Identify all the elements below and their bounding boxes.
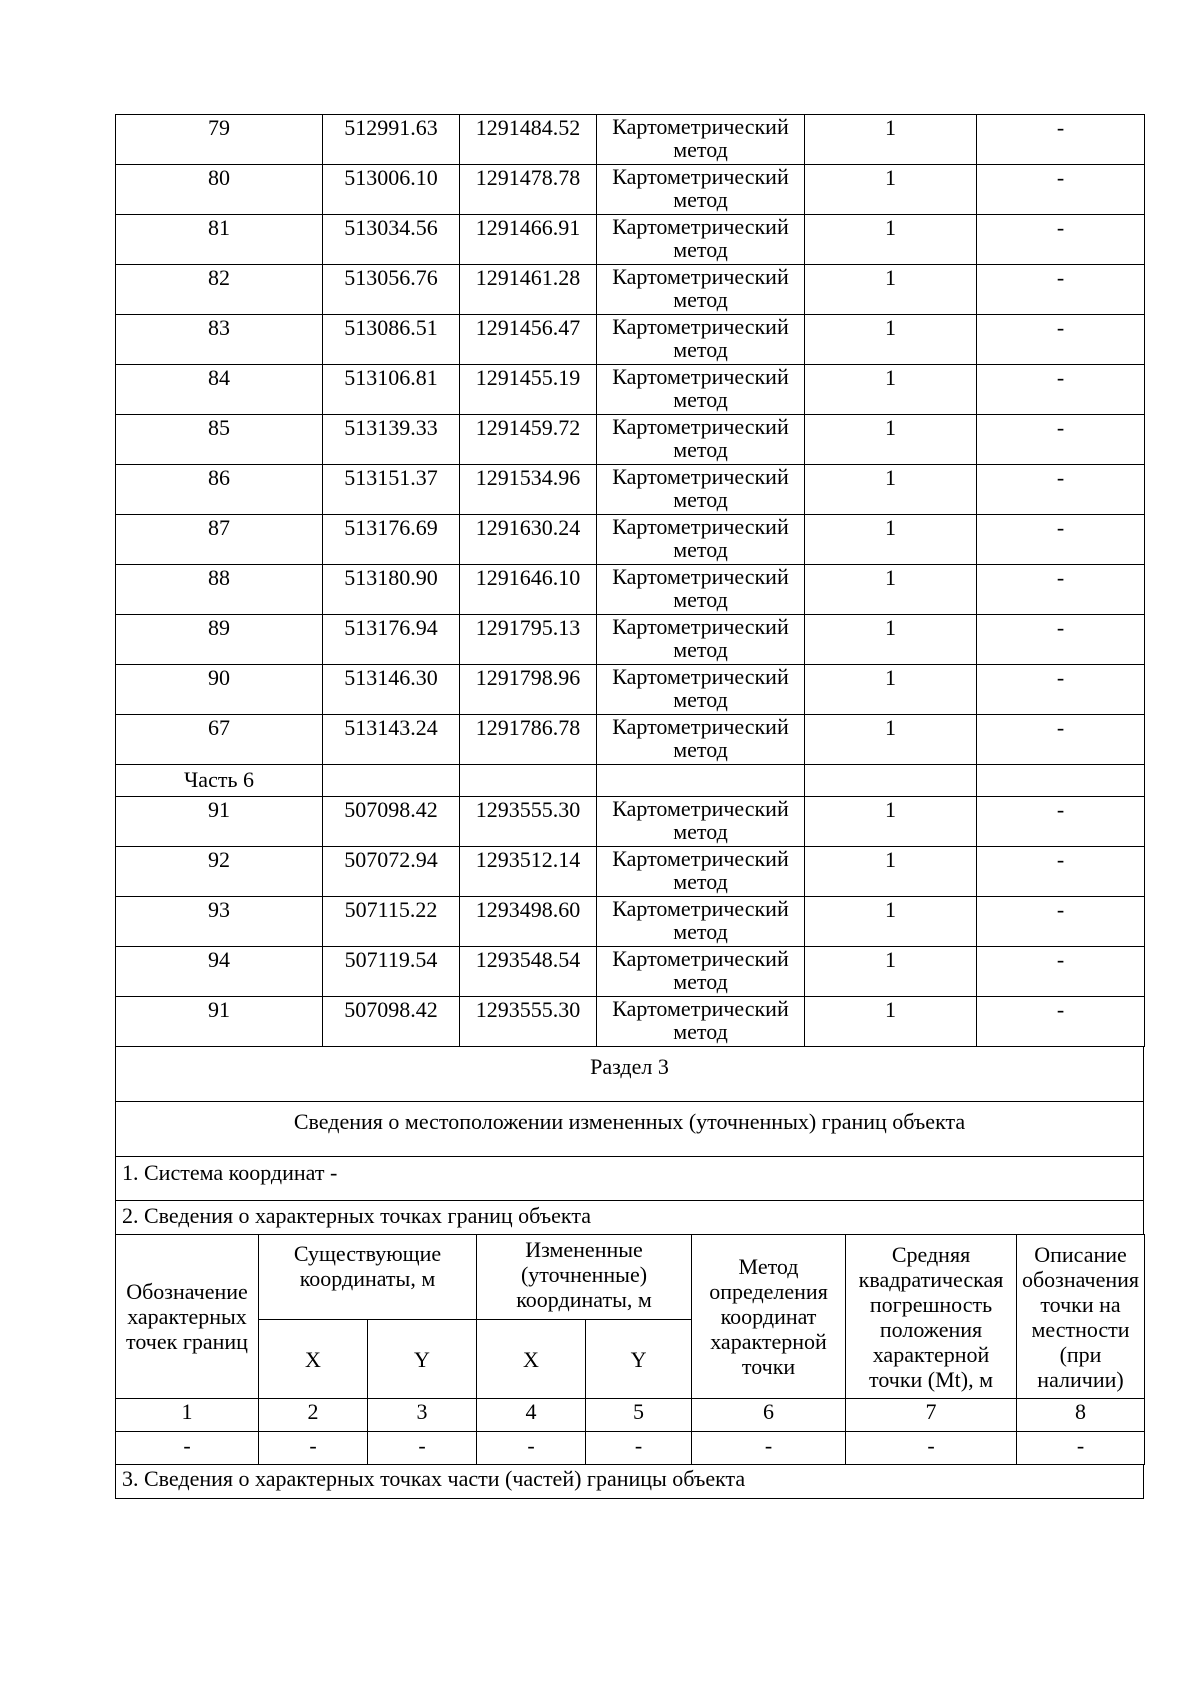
point-number: 93 [116, 897, 323, 947]
description: - [977, 665, 1145, 715]
method: Картометрический метод [597, 415, 805, 465]
point-row [116, 265, 1145, 315]
description: - [977, 715, 1145, 765]
point-row [116, 997, 1145, 1047]
point-number: 67 [116, 715, 323, 765]
mt-value: 1 [805, 315, 977, 365]
coord-x: 513056.76 [323, 265, 460, 315]
column-number: 6 [692, 1399, 846, 1432]
empty-value: - [368, 1432, 477, 1465]
mt-value: 1 [805, 797, 977, 847]
empty-data-row [116, 1432, 1145, 1465]
method: Картометрический метод [597, 947, 805, 997]
point-number: 82 [116, 265, 323, 315]
column-number: 3 [368, 1399, 477, 1432]
coord-y: 1291798.96 [460, 665, 597, 715]
column-number: 1 [116, 1399, 259, 1432]
mt-value: 1 [805, 215, 977, 265]
mt-value: 1 [805, 165, 977, 215]
mt-value: 1 [805, 615, 977, 665]
points-table [115, 114, 1145, 1047]
point-number: 91 [116, 997, 323, 1047]
point-number: 79 [116, 115, 323, 165]
mt-value: 1 [805, 897, 977, 947]
coord-y: 1291466.91 [460, 215, 597, 265]
empty-cell [460, 765, 597, 797]
point-row [116, 797, 1145, 847]
point-row [116, 315, 1145, 365]
method: Картометрический метод [597, 215, 805, 265]
points-heading: 2. Сведения о характерных точках границ объекта [116, 1201, 1144, 1235]
column-number: 4 [477, 1399, 586, 1432]
column-number: 8 [1017, 1399, 1145, 1432]
method: Картометрический метод [597, 565, 805, 615]
coord-y: 1291455.19 [460, 365, 597, 415]
description: - [977, 897, 1145, 947]
empty-value: - [477, 1432, 586, 1465]
coord-x: 512991.63 [323, 115, 460, 165]
point-row [116, 515, 1145, 565]
coord-x: 513151.37 [323, 465, 460, 515]
boundary-points-table [115, 1234, 1145, 1465]
description: - [977, 265, 1145, 315]
point-row [116, 665, 1145, 715]
coord-x: 513139.33 [323, 415, 460, 465]
header-changed-x: X [477, 1320, 586, 1399]
part-points-block [115, 1464, 1144, 1499]
coord-x: 513176.69 [323, 515, 460, 565]
method: Картометрический метод [597, 315, 805, 365]
description: - [977, 615, 1145, 665]
method: Картометрический метод [597, 115, 805, 165]
point-number: 88 [116, 565, 323, 615]
empty-value: - [116, 1432, 259, 1465]
coord-y: 1291646.10 [460, 565, 597, 615]
point-row [116, 365, 1145, 415]
method: Картометрический метод [597, 365, 805, 415]
coord-x: 507072.94 [323, 847, 460, 897]
method: Картометрический метод [597, 165, 805, 215]
header-existing-y: Y [368, 1320, 477, 1399]
mt-value: 1 [805, 947, 977, 997]
empty-value: - [586, 1432, 692, 1465]
header-mt: Средняя квадратическая погрешность положения характерной точки (Mt), м [846, 1235, 1017, 1399]
point-row [116, 415, 1145, 465]
point-row [116, 947, 1145, 997]
point-number: 87 [116, 515, 323, 565]
method: Картометрический метод [597, 997, 805, 1047]
document-page [115, 114, 1144, 1499]
mt-value: 1 [805, 365, 977, 415]
point-number: 84 [116, 365, 323, 415]
section-3-block [115, 1046, 1144, 1235]
empty-value: - [846, 1432, 1017, 1465]
header-changed-y: Y [586, 1320, 692, 1399]
mt-value: 1 [805, 415, 977, 465]
coord-x: 513180.90 [323, 565, 460, 615]
point-number: 94 [116, 947, 323, 997]
point-row [116, 897, 1145, 947]
point-row [116, 215, 1145, 265]
point-number: 80 [116, 165, 323, 215]
description: - [977, 315, 1145, 365]
coord-y: 1291456.47 [460, 315, 597, 365]
mt-value: 1 [805, 465, 977, 515]
point-number: 91 [116, 797, 323, 847]
mt-value: 1 [805, 515, 977, 565]
coord-x: 513086.51 [323, 315, 460, 365]
method: Картометрический метод [597, 797, 805, 847]
section-subtitle: Сведения о местоположении измененных (уточненных) границ объекта [116, 1102, 1144, 1157]
empty-value: - [1017, 1432, 1145, 1465]
mt-value: 1 [805, 715, 977, 765]
description: - [977, 797, 1145, 847]
header-description: Описание обозначения точки на местности (при наличии) [1017, 1235, 1145, 1399]
part-row [116, 765, 1145, 797]
coord-x: 513034.56 [323, 215, 460, 265]
part-label: Часть 6 [116, 765, 323, 797]
coord-x: 507115.22 [323, 897, 460, 947]
mt-value: 1 [805, 265, 977, 315]
method: Картометрический метод [597, 897, 805, 947]
method: Картометрический метод [597, 665, 805, 715]
header-existing-coords: Существующие координаты, м [259, 1235, 477, 1320]
coord-y: 1293512.14 [460, 847, 597, 897]
coord-x: 507098.42 [323, 797, 460, 847]
mt-value: 1 [805, 115, 977, 165]
point-row [116, 115, 1145, 165]
coord-y: 1293555.30 [460, 797, 597, 847]
coord-y: 1291795.13 [460, 615, 597, 665]
point-number: 90 [116, 665, 323, 715]
part-points-heading: 3. Сведения о характерных точках части (частей) границы объекта [116, 1465, 1144, 1499]
point-row [116, 565, 1145, 615]
mt-value: 1 [805, 847, 977, 897]
coord-x: 507119.54 [323, 947, 460, 997]
header-method: Метод определения координат характерной точки [692, 1235, 846, 1399]
coord-x: 507098.42 [323, 997, 460, 1047]
point-row [116, 847, 1145, 897]
description: - [977, 165, 1145, 215]
method: Картометрический метод [597, 715, 805, 765]
coord-x: 513146.30 [323, 665, 460, 715]
section-title: Раздел 3 [116, 1047, 1144, 1102]
header-designation: Обозначение характерных точек границ [116, 1235, 259, 1399]
point-row [116, 615, 1145, 665]
method: Картометрический метод [597, 265, 805, 315]
coord-y: 1291478.78 [460, 165, 597, 215]
description: - [977, 515, 1145, 565]
empty-cell [323, 765, 460, 797]
point-number: 83 [116, 315, 323, 365]
description: - [977, 997, 1145, 1047]
point-row [116, 165, 1145, 215]
header-changed-coords: Измененные (уточненные) координаты, м [477, 1235, 692, 1320]
coord-system-line: 1. Система координат - [116, 1157, 1144, 1201]
point-number: 81 [116, 215, 323, 265]
coord-x: 513143.24 [323, 715, 460, 765]
description: - [977, 947, 1145, 997]
header-existing-x: X [259, 1320, 368, 1399]
coord-y: 1291786.78 [460, 715, 597, 765]
coord-y: 1293548.54 [460, 947, 597, 997]
column-number: 7 [846, 1399, 1017, 1432]
empty-cell [977, 765, 1145, 797]
column-number-row [116, 1399, 1145, 1432]
description: - [977, 115, 1145, 165]
coord-y: 1291630.24 [460, 515, 597, 565]
empty-value: - [259, 1432, 368, 1465]
coord-x: 513176.94 [323, 615, 460, 665]
description: - [977, 847, 1145, 897]
method: Картометрический метод [597, 615, 805, 665]
mt-value: 1 [805, 665, 977, 715]
point-number: 89 [116, 615, 323, 665]
coord-y: 1293498.60 [460, 897, 597, 947]
empty-cell [805, 765, 977, 797]
description: - [977, 465, 1145, 515]
method: Картометрический метод [597, 515, 805, 565]
column-number: 2 [259, 1399, 368, 1432]
coord-y: 1291534.96 [460, 465, 597, 515]
point-row [116, 465, 1145, 515]
point-number: 85 [116, 415, 323, 465]
coord-y: 1291461.28 [460, 265, 597, 315]
coord-y: 1291459.72 [460, 415, 597, 465]
point-row [116, 715, 1145, 765]
mt-value: 1 [805, 565, 977, 615]
method: Картометрический метод [597, 465, 805, 515]
column-number: 5 [586, 1399, 692, 1432]
method: Картометрический метод [597, 847, 805, 897]
point-number: 86 [116, 465, 323, 515]
description: - [977, 215, 1145, 265]
coord-x: 513006.10 [323, 165, 460, 215]
coord-x: 513106.81 [323, 365, 460, 415]
empty-value: - [692, 1432, 846, 1465]
description: - [977, 565, 1145, 615]
point-number: 92 [116, 847, 323, 897]
mt-value: 1 [805, 997, 977, 1047]
coord-y: 1293555.30 [460, 997, 597, 1047]
coord-y: 1291484.52 [460, 115, 597, 165]
empty-cell [597, 765, 805, 797]
description: - [977, 365, 1145, 415]
description: - [977, 415, 1145, 465]
